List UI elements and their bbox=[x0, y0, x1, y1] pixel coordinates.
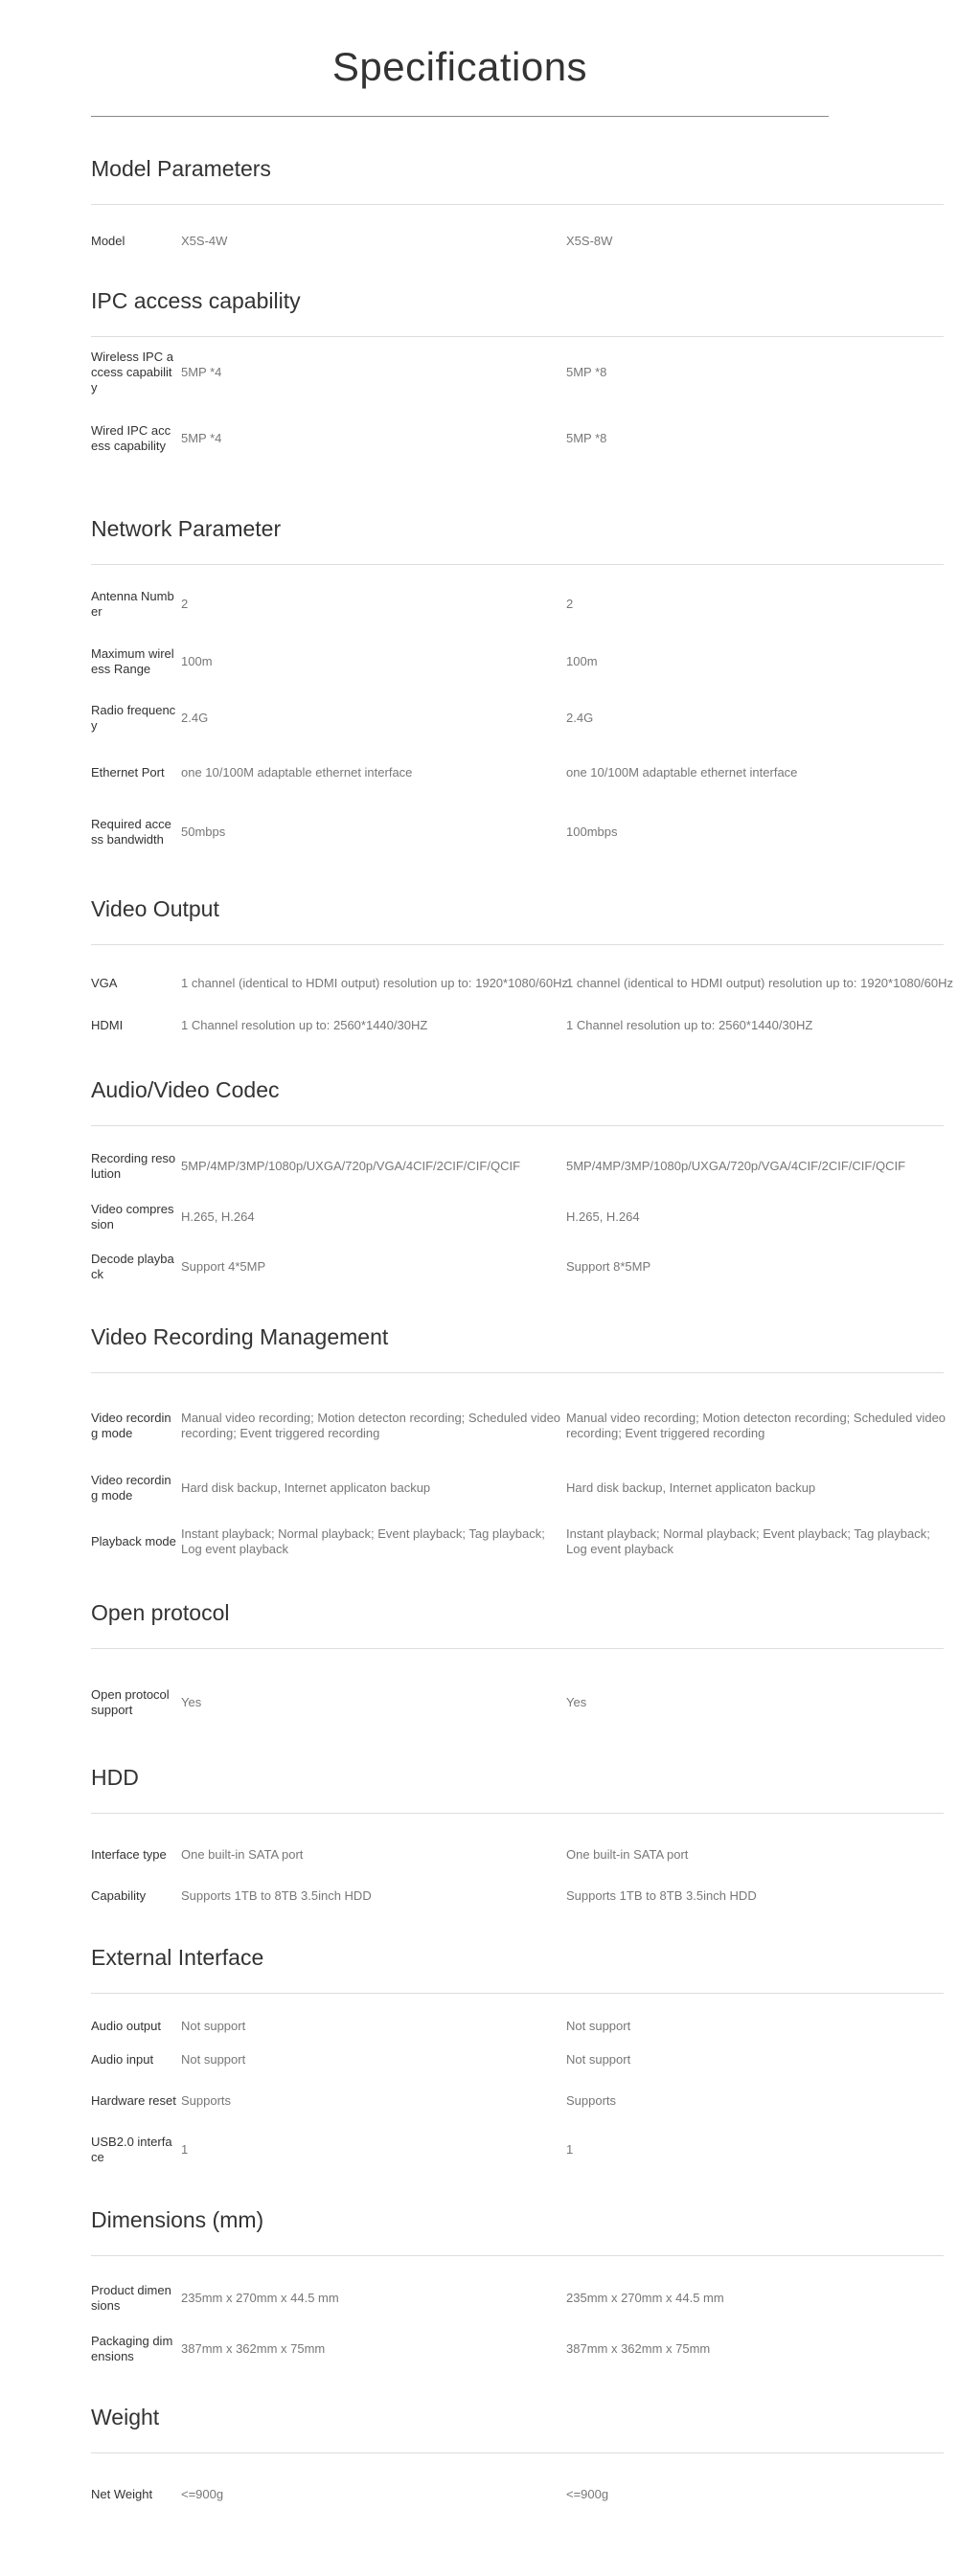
spec-value-model-1: 5MP/4MP/3MP/1080p/UXGA/720p/VGA/4CIF/2CIF/CIF/QCIF bbox=[181, 1159, 521, 1173]
spec-label: Packaging dimensions bbox=[91, 2334, 173, 2363]
spec-value-model-2: 1 bbox=[566, 2142, 574, 2157]
spec-label: Video compression bbox=[91, 1202, 174, 1232]
spec-label: Antenna Number bbox=[91, 589, 174, 619]
section-title: Video Output bbox=[91, 896, 219, 921]
spec-value-model-1: Instant playback; Normal playback; Event playback; Tag playback; Log event playback bbox=[181, 1526, 545, 1556]
section-title: Video Recording Management bbox=[91, 1324, 389, 1349]
spec-label: Decode playback bbox=[91, 1252, 174, 1281]
spec-value-model-1: 5MP *4 bbox=[181, 365, 222, 379]
spec-value-model-2: One built-in SATA port bbox=[566, 1847, 689, 1862]
section-divider bbox=[91, 204, 944, 205]
spec-value-model-1: 235mm x 270mm x 44.5 mm bbox=[181, 2291, 339, 2305]
spec-value-model-2: Instant playback; Normal playback; Event playback; Tag playback; Log event playback bbox=[566, 1526, 930, 1556]
spec-value-model-2: Not support bbox=[566, 2052, 631, 2067]
spec-label: Capability bbox=[91, 1888, 147, 1903]
spec-label: Wireless IPC access capability bbox=[91, 350, 173, 395]
spec-value-model-1: 1 bbox=[181, 2142, 189, 2157]
spec-value-model-1: 1 channel (identical to HDMI output) resolution up to: 1920*1080/60Hz bbox=[181, 976, 568, 990]
spec-value-model-1: <=900g bbox=[181, 2487, 224, 2501]
title-divider bbox=[91, 116, 829, 117]
section-divider bbox=[91, 944, 944, 945]
spec-value-model-1: Manual video recording; Motion detecton recording; Scheduled video recording; Event triggered recording bbox=[181, 1411, 561, 1440]
section-title: Weight bbox=[91, 2405, 160, 2429]
spec-label: Open protocol support bbox=[91, 1687, 170, 1717]
spec-label: USB2.0 interface bbox=[91, 2135, 172, 2164]
spec-label: Audio input bbox=[91, 2052, 154, 2067]
spec-value-model-2: one 10/100M adaptable ethernet interface bbox=[566, 765, 798, 780]
section-divider bbox=[91, 564, 944, 565]
spec-value-model-2: <=900g bbox=[566, 2487, 609, 2501]
spec-label: Product dimensions bbox=[91, 2283, 171, 2313]
spec-label: Required access bandwidth bbox=[91, 817, 171, 847]
spec-value-model-1: 100m bbox=[181, 654, 213, 668]
spec-value-model-1: Hard disk backup, Internet applicaton backup bbox=[181, 1480, 431, 1495]
spec-value-model-2: 100m bbox=[566, 654, 598, 668]
section-divider bbox=[91, 336, 944, 337]
spec-value-model-2: Supports 1TB to 8TB 3.5inch HDD bbox=[566, 1888, 757, 1903]
spec-label: Maximum wireless Range bbox=[91, 646, 174, 676]
section-title: IPC access capability bbox=[91, 288, 301, 313]
spec-value-model-1: one 10/100M adaptable ethernet interface bbox=[181, 765, 413, 780]
spec-value-model-2: Yes bbox=[566, 1695, 587, 1709]
spec-label: Net Weight bbox=[91, 2487, 153, 2501]
spec-value-model-1: X5S-4W bbox=[181, 234, 228, 248]
spec-value-model-2: 2.4G bbox=[566, 711, 594, 725]
spec-label: Radio frequency bbox=[91, 703, 176, 733]
spec-value-model-1: 2 bbox=[181, 597, 189, 611]
spec-label: Model bbox=[91, 234, 125, 248]
spec-label: Recording resolution bbox=[91, 1151, 176, 1181]
spec-label: Interface type bbox=[91, 1847, 167, 1862]
spec-value-model-2: Support 8*5MP bbox=[566, 1259, 651, 1274]
spec-value-model-2: Manual video recording; Motion detecton recording; Scheduled video recording; Event triggered recording bbox=[566, 1411, 947, 1440]
spec-value-model-2: 2 bbox=[566, 597, 574, 611]
spec-value-model-1: H.265, H.264 bbox=[181, 1209, 255, 1224]
spec-value-model-2: Supports bbox=[566, 2093, 617, 2108]
section-title: Model Parameters bbox=[91, 156, 271, 181]
spec-value-model-2: 5MP/4MP/3MP/1080p/UXGA/720p/VGA/4CIF/2CIF/CIF/QCIF bbox=[566, 1159, 906, 1173]
section-title: Dimensions (mm) bbox=[91, 2207, 264, 2232]
spec-value-model-1: Supports bbox=[181, 2093, 232, 2108]
spec-label: HDMI bbox=[91, 1018, 124, 1032]
spec-value-model-1: 2.4G bbox=[181, 711, 209, 725]
section-divider bbox=[91, 1993, 944, 1994]
spec-value-model-2: Hard disk backup, Internet applicaton backup bbox=[566, 1480, 816, 1495]
spec-label: Wired IPC access capability bbox=[91, 423, 171, 453]
spec-value-model-2: 1 channel (identical to HDMI output) resolution up to: 1920*1080/60Hz bbox=[566, 976, 953, 990]
section-divider bbox=[91, 1813, 944, 1814]
spec-value-model-1: Yes bbox=[181, 1695, 202, 1709]
spec-value-model-2: 235mm x 270mm x 44.5 mm bbox=[566, 2291, 724, 2305]
spec-label: Playback mode bbox=[91, 1534, 176, 1548]
spec-value-model-2: Not support bbox=[566, 2019, 631, 2033]
section-divider bbox=[91, 1372, 944, 1373]
spec-value-model-2: 5MP *8 bbox=[566, 365, 607, 379]
spec-label: Video recording mode bbox=[91, 1411, 171, 1440]
spec-value-model-2: X5S-8W bbox=[566, 234, 613, 248]
section-title: Audio/Video Codec bbox=[91, 1077, 280, 1102]
spec-label: Audio output bbox=[91, 2019, 162, 2033]
spec-label: Video recording mode bbox=[91, 1473, 171, 1503]
spec-label: VGA bbox=[91, 976, 118, 990]
spec-label: Hardware reset bbox=[91, 2093, 176, 2108]
section-divider bbox=[91, 2452, 944, 2453]
spec-label: Ethernet Port bbox=[91, 765, 165, 780]
spec-value-model-1: 50mbps bbox=[181, 825, 226, 839]
spec-value-model-1: Not support bbox=[181, 2019, 246, 2033]
section-divider bbox=[91, 1125, 944, 1126]
spec-value-model-2: H.265, H.264 bbox=[566, 1209, 640, 1224]
spec-value-model-1: Support 4*5MP bbox=[181, 1259, 266, 1274]
section-title: External Interface bbox=[91, 1945, 264, 1970]
section-title: Network Parameter bbox=[91, 516, 282, 541]
spec-value-model-1: Supports 1TB to 8TB 3.5inch HDD bbox=[181, 1888, 372, 1903]
section-title: Open protocol bbox=[91, 1600, 230, 1625]
spec-value-model-1: Not support bbox=[181, 2052, 246, 2067]
spec-value-model-1: 5MP *4 bbox=[181, 431, 222, 445]
spec-value-model-2: 100mbps bbox=[566, 825, 618, 839]
spec-value-model-1: 387mm x 362mm x 75mm bbox=[181, 2341, 326, 2356]
spec-value-model-1: One built-in SATA port bbox=[181, 1847, 304, 1862]
spec-value-model-2: 5MP *8 bbox=[566, 431, 607, 445]
section-divider bbox=[91, 2255, 944, 2256]
spec-value-model-1: 1 Channel resolution up to: 2560*1440/30HZ bbox=[181, 1018, 428, 1032]
spec-value-model-2: 1 Channel resolution up to: 2560*1440/30HZ bbox=[566, 1018, 813, 1032]
page-title: Specifications bbox=[331, 44, 588, 89]
spec-value-model-2: 387mm x 362mm x 75mm bbox=[566, 2341, 711, 2356]
section-title: HDD bbox=[91, 1765, 139, 1790]
section-divider bbox=[91, 1648, 944, 1649]
